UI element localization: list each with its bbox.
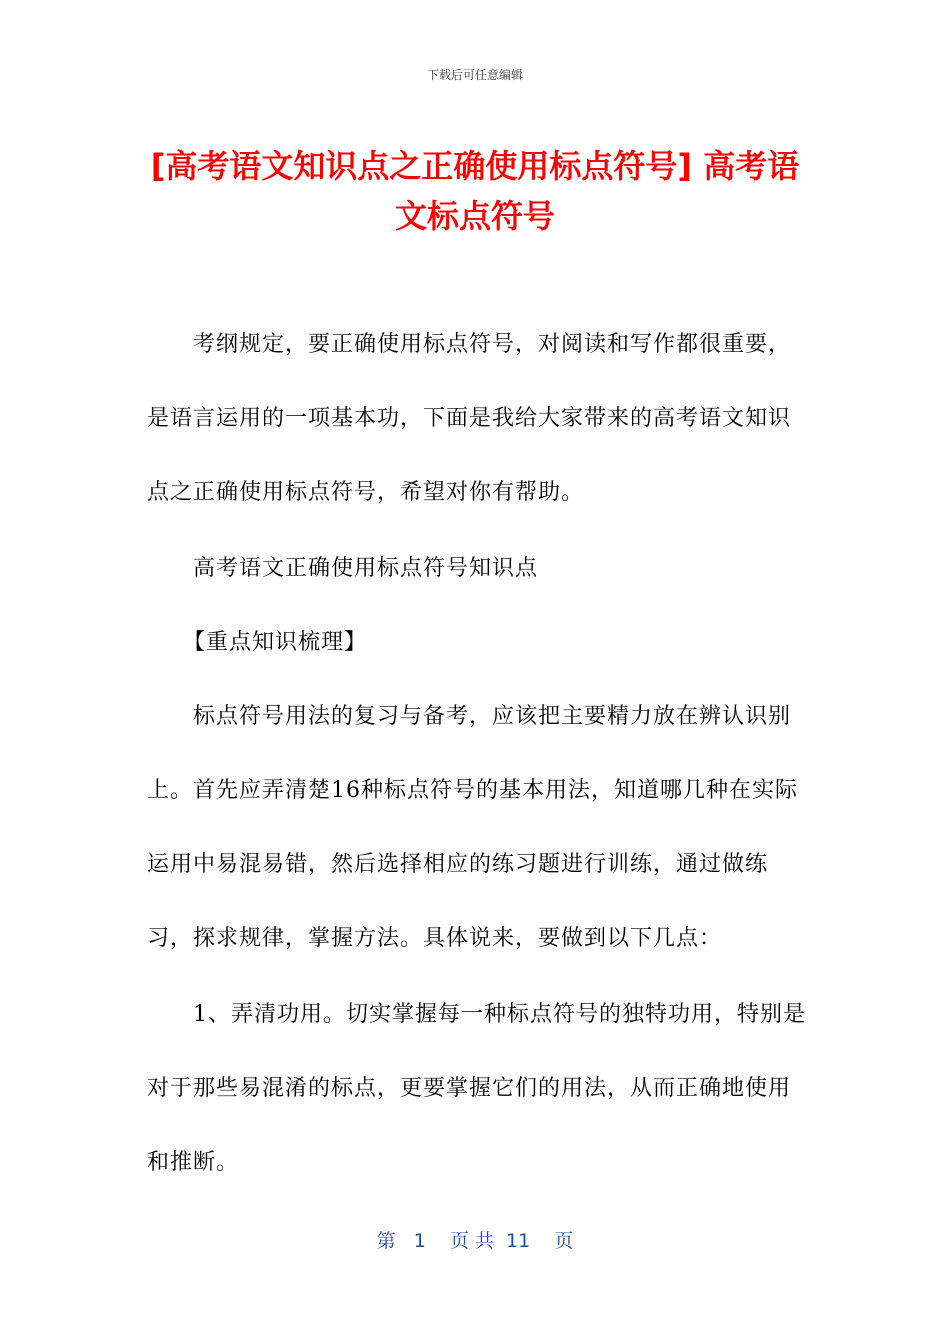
paragraph-review-method: 标点符号用法的复习与备考，应该把主要精力放在辨认识别上。首先应弄清楚16种标点符号的基本用法，知道哪几种在实际运用中易混易错，然后选择相应的练习题进行训练，通过做练习，探求规律，掌握方法。具体说来，要做到以下几点： [147,704,798,951]
paragraph-key-points-label: 【重点知识梳理】 [183,630,368,655]
paragraph-intro: 考纲规定，要正确使用标点符号，对阅读和写作都很重要，是语言运用的一项基本功，下面是我给大家带来的高考语文知识点之正确使用标点符号，希望对你有帮助。 [147,332,792,505]
header-note: 下载后可任意编辑 [426,68,523,82]
paragraph-point-1: 1、弄清功用。切实掌握每一种标点符号的独特功用，特别是对于那些易混淆的标点，更要掌握它们的用法，从而正确地使用和推断。 [147,1002,806,1175]
paragraph-section-heading: 高考语文正确使用标点符号知识点 [193,556,539,581]
page-footer: 第 1 页 共 11 页 [376,1230,574,1252]
document-title: [高考语文知识点之正确使用标点符号] 高考语文标点符号 [150,147,800,235]
